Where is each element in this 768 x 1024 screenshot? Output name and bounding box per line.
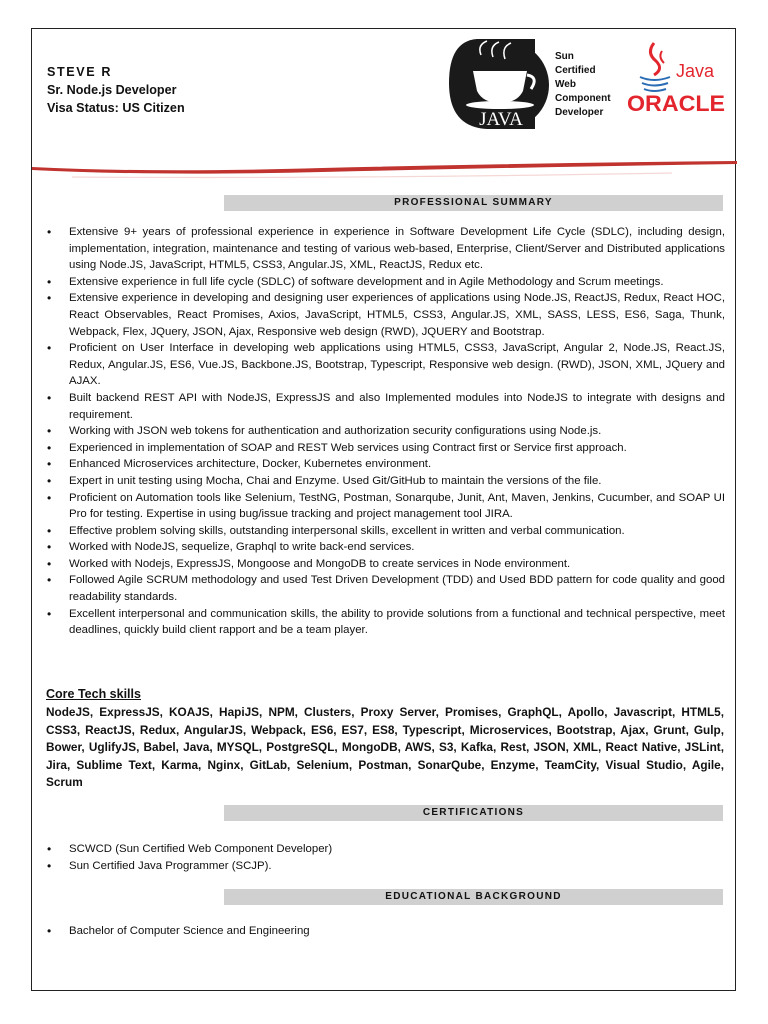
logo-caption-line: Developer xyxy=(555,107,604,118)
candidate-name: STEVE R xyxy=(47,65,113,79)
sun-java-certification-logo xyxy=(447,37,621,130)
list-item: • Built backend REST API with NodeJS, ExpressJS and also Implemented modules into NodeJS to integrate with designs and requirement. xyxy=(45,390,725,423)
list-item: • Working with JSON web tokens for authentication and authorization security configurations using Node.js. xyxy=(45,423,725,440)
oracle-wordmark: ORACLE xyxy=(627,91,725,116)
java-badge-text: JAVA xyxy=(479,109,523,130)
resume-header xyxy=(47,63,185,117)
list-item: • Proficient on User Interface in developing web applications using HTML5, CSS3, JavaScript, Angular 2, Node.JS, React.JS, Redux, Angular.JS, ES6, Vue.JS, Backbone.JS, Bootstrap, Typescript, Responsive web design. (RWD), JSON, XML, JQuery and AJAX. xyxy=(45,340,725,390)
oracle-java-logo xyxy=(624,39,728,125)
section-header-education: EDUCATIONAL BACKGROUND xyxy=(224,889,723,905)
list-item: • Extensive 9+ years of professional experience in experience in Software Development Life Cycle (SDLC), including design, implementation, integration, maintenance and testing of various web-based, Enterprise, Client/Server and Distributed applications using Node.JS, JavaScript, HTML5, CSS3, Angular.JS, XML, ReactJS, Redux etc. xyxy=(45,224,725,274)
certifications-list xyxy=(45,841,725,874)
list-item: • SCWCD (Sun Certified Web Component Developer) xyxy=(45,841,725,858)
logo-caption-line: Certified xyxy=(555,65,596,76)
candidate-role: Sr. Node.js Developer xyxy=(47,83,177,97)
list-item: • Enhanced Microservices architecture, Docker, Kubernetes environment. xyxy=(45,456,725,473)
list-item: • Worked with Nodejs, ExpressJS, Mongoose and MongoDB to create services in Node environment. xyxy=(45,556,725,573)
list-item: • Extensive experience in full life cycle (SDLC) of software development and in Agile Methodology and Scrum meetings. xyxy=(45,274,725,291)
header-divider-swoosh xyxy=(32,153,737,183)
list-item: • Followed Agile SCRUM methodology and used Test Driven Development (TDD) and Used BDD pattern for code quality and good readability standards. xyxy=(45,572,725,605)
logo-caption-line: Web xyxy=(555,79,576,90)
resume-page xyxy=(31,28,736,991)
list-item: • Extensive experience in developing and designing user experiences of applications using Node.JS, ReactJS, Redux, React HOC, React Observables, React Promises, Axios, JavaScript, HTML5, CSS3, Angular.JS, XML, SASS, LESS, ES6, Saga, Thunk, Webpack, Flex, JQuery, JSON, Ajax, Responsive web design (RWD), JQUERY and Bootstrap. xyxy=(45,290,725,340)
core-skills-text: NodeJS, ExpressJS, KOAJS, HapiJS, NPM, Clusters, Proxy Server, Promises, GraphQL, Apollo, Javascript, HTML5, CSS3, ReactJS, Redux, AngularJS, Webpack, ES6, ES7, ES8, Typescript, Microservices, Bootstrap, Ajax, Grunt, Gulp, Bower, UglifyJS, Babel, Java, MYSQL, PostgreSQL, MongoDB, AWS, S3, Kafka, Rest, JSON, XML, React Native, JSLint, Jira, Sublime Text, Karma, Nginx, GitLab, Selenium, Postman, SonarQube, Enzyme, TeamCity, Visual Studio, Agile, Scrum xyxy=(46,705,724,790)
list-item: • Expert in unit testing using Mocha, Chai and Enzyme. Used Git/GitHub to maintain the versions of the file. xyxy=(45,473,725,490)
education-list xyxy=(45,923,725,940)
list-item: • Experienced in implementation of SOAP and REST Web services using Contract first or Service first approach. xyxy=(45,440,725,457)
section-header-certifications: CERTIFICATIONS xyxy=(224,805,723,821)
java-wordmark: Java xyxy=(676,61,715,81)
logo-caption-line: Component xyxy=(555,93,611,104)
list-item: • Effective problem solving skills, outstanding interpersonal skills, excellent in written and verbal communication. xyxy=(45,523,725,540)
visa-status: Visa Status: US Citizen xyxy=(47,101,185,115)
list-item: • Sun Certified Java Programmer (SCJP). xyxy=(45,858,725,875)
summary-list xyxy=(45,224,725,639)
core-skills-title: Core Tech skills xyxy=(46,687,141,701)
list-item: • Proficient on Automation tools like Selenium, TestNG, Postman, Sonarqube, Junit, Ant, Maven, Jenkins, Cucumber, and SOAP UI Pro for testing. Expertise in using bug/issue tracking and project management tool JIRA. xyxy=(45,490,725,523)
logo-caption-line: Sun xyxy=(555,51,574,62)
section-header-professional-summary: PROFESSIONAL SUMMARY xyxy=(224,195,723,211)
list-item: • Excellent interpersonal and communication skills, the ability to provide solutions from a functional and technical perspective, meet deadlines, quickly build client rapport and be a team player. xyxy=(45,606,725,639)
list-item: • Bachelor of Computer Science and Engineering xyxy=(45,923,725,940)
list-item: • Worked with NodeJS, sequelize, Graphql to write back-end services. xyxy=(45,539,725,556)
